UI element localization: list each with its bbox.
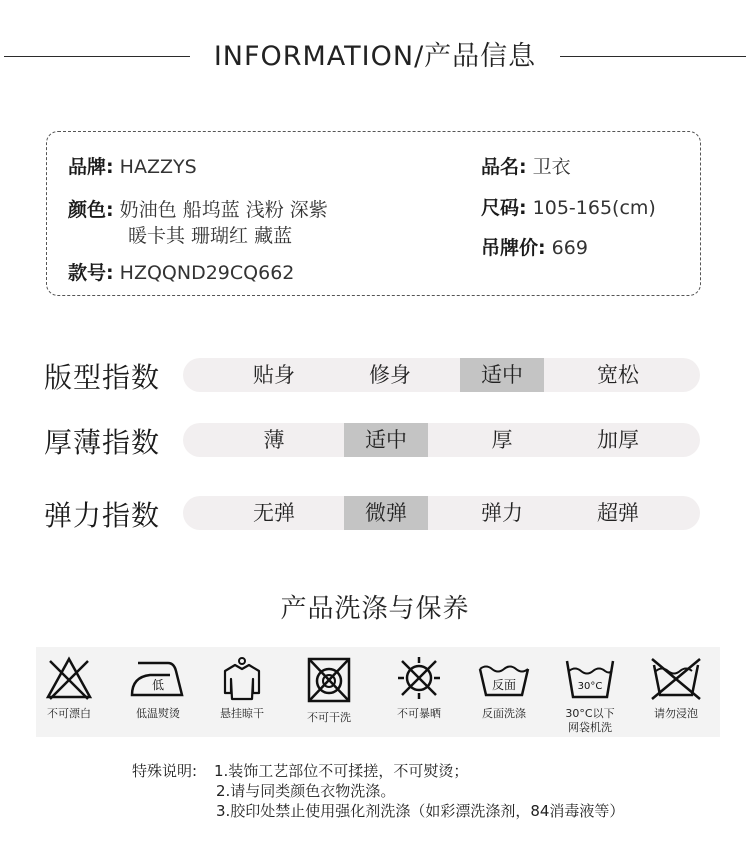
thickness-option-2-selected: 适中 — [344, 423, 428, 457]
no-bleach-caption: 不可漂白 — [47, 707, 91, 720]
color-value-1: 奶油色 船坞蓝 浅粉 深紫 — [119, 199, 328, 221]
machine-wash-caption-2: 网袋机洗 — [568, 721, 612, 734]
notes-label: 特殊说明: — [132, 762, 198, 780]
thickness-option-4: 加厚 — [597, 428, 639, 452]
care-item-machine-wash — [550, 647, 630, 747]
color-value-2: 暖卡其 珊瑚红 藏蓝 — [128, 225, 293, 247]
thickness-index-label: 厚薄指数 — [44, 426, 161, 459]
no-sun-dry-caption: 不可暴晒 — [397, 707, 441, 720]
no-dry-clean-caption: 不可干洗 — [307, 711, 351, 724]
color-key: 颜色: — [68, 199, 114, 221]
elasticity-index-label: 弹力指数 — [44, 499, 161, 532]
elasticity-option-4: 超弹 — [597, 501, 639, 525]
machine-wash-glyph: 30°C — [577, 681, 603, 692]
low-iron-glyph: 低 — [151, 678, 165, 692]
no-soak-caption: 请勿浸泡 — [654, 707, 698, 720]
size-row — [481, 193, 656, 220]
header-rule-right — [560, 56, 746, 57]
style-value: HZQQND29CQ662 — [119, 262, 295, 284]
machine-wash-caption — [550, 707, 630, 735]
no-bleach-icon — [44, 655, 94, 701]
no-dry-clean-icon — [304, 655, 354, 705]
name-row — [481, 152, 571, 179]
no-sun-dry-icon — [394, 655, 444, 701]
care-section-title: 产品洗涤与保养 — [280, 594, 470, 624]
hang-dry-icon — [217, 655, 267, 701]
name-value: 卫衣 — [532, 156, 571, 178]
fit-index-track — [183, 358, 700, 392]
thickness-index-track — [183, 423, 700, 457]
price-key: 吊牌价: — [481, 237, 546, 259]
elasticity-option-2-selected: 微弹 — [344, 496, 428, 530]
brand-row — [68, 152, 197, 179]
care-item-no-soak — [636, 647, 716, 747]
size-value: 105-165(cm) — [532, 197, 656, 219]
fit-option-1: 贴身 — [253, 363, 295, 387]
thickness-option-1: 薄 — [263, 428, 285, 452]
fit-option-3-selected: 适中 — [460, 358, 544, 392]
inside-out-wash-icon — [474, 655, 534, 701]
care-item-no-sun — [379, 647, 459, 747]
low-temp-iron-icon — [128, 655, 188, 701]
color-row — [68, 195, 328, 222]
note-line-3: 3.胶印处禁止使用强化剂洗涤（如彩漂洗涤剂，84消毒液等） — [216, 802, 625, 820]
elasticity-option-3: 弹力 — [481, 501, 523, 525]
inside-out-caption: 反面洗涤 — [482, 707, 526, 720]
care-item-hang-dry — [202, 647, 282, 747]
thickness-option-3: 厚 — [491, 428, 513, 452]
note-line-2: 2.请与同类颜色衣物洗涤。 — [216, 782, 396, 800]
care-item-inside-out — [464, 647, 544, 747]
color-row-2 — [128, 221, 292, 248]
care-item-low-iron — [118, 647, 198, 747]
header-rule-left — [4, 56, 190, 57]
low-iron-caption: 低温熨烫 — [136, 707, 180, 720]
no-soak-icon — [648, 655, 704, 701]
care-item-no-bleach — [29, 647, 109, 747]
brand-key: 品牌: — [68, 156, 114, 178]
machine-wash-caption-1: 30°C以下 — [565, 707, 615, 720]
elasticity-option-1: 无弹 — [253, 501, 295, 525]
size-key: 尺码: — [481, 197, 527, 219]
note-line-1: 1.装饰工艺部位不可揉搓，不可熨烫； — [214, 762, 469, 780]
hang-dry-caption: 悬挂晾干 — [220, 707, 264, 720]
fit-option-2: 修身 — [369, 363, 411, 387]
name-key: 品名: — [481, 156, 527, 178]
machine-wash-30-icon — [563, 655, 617, 701]
brand-value: HAZZYS — [119, 156, 197, 178]
inside-out-glyph: 反面 — [491, 678, 517, 692]
price-row — [481, 233, 588, 260]
page-title: INFORMATION/产品信息 — [213, 41, 537, 72]
care-item-no-dry-clean — [289, 647, 369, 747]
style-row — [68, 258, 294, 285]
fit-index-label: 版型指数 — [44, 361, 161, 394]
price-value: 669 — [551, 237, 588, 259]
care-icons-strip — [36, 647, 720, 737]
style-key: 款号: — [68, 262, 114, 284]
fit-option-4: 宽松 — [597, 363, 639, 387]
elasticity-index-track — [183, 496, 700, 530]
